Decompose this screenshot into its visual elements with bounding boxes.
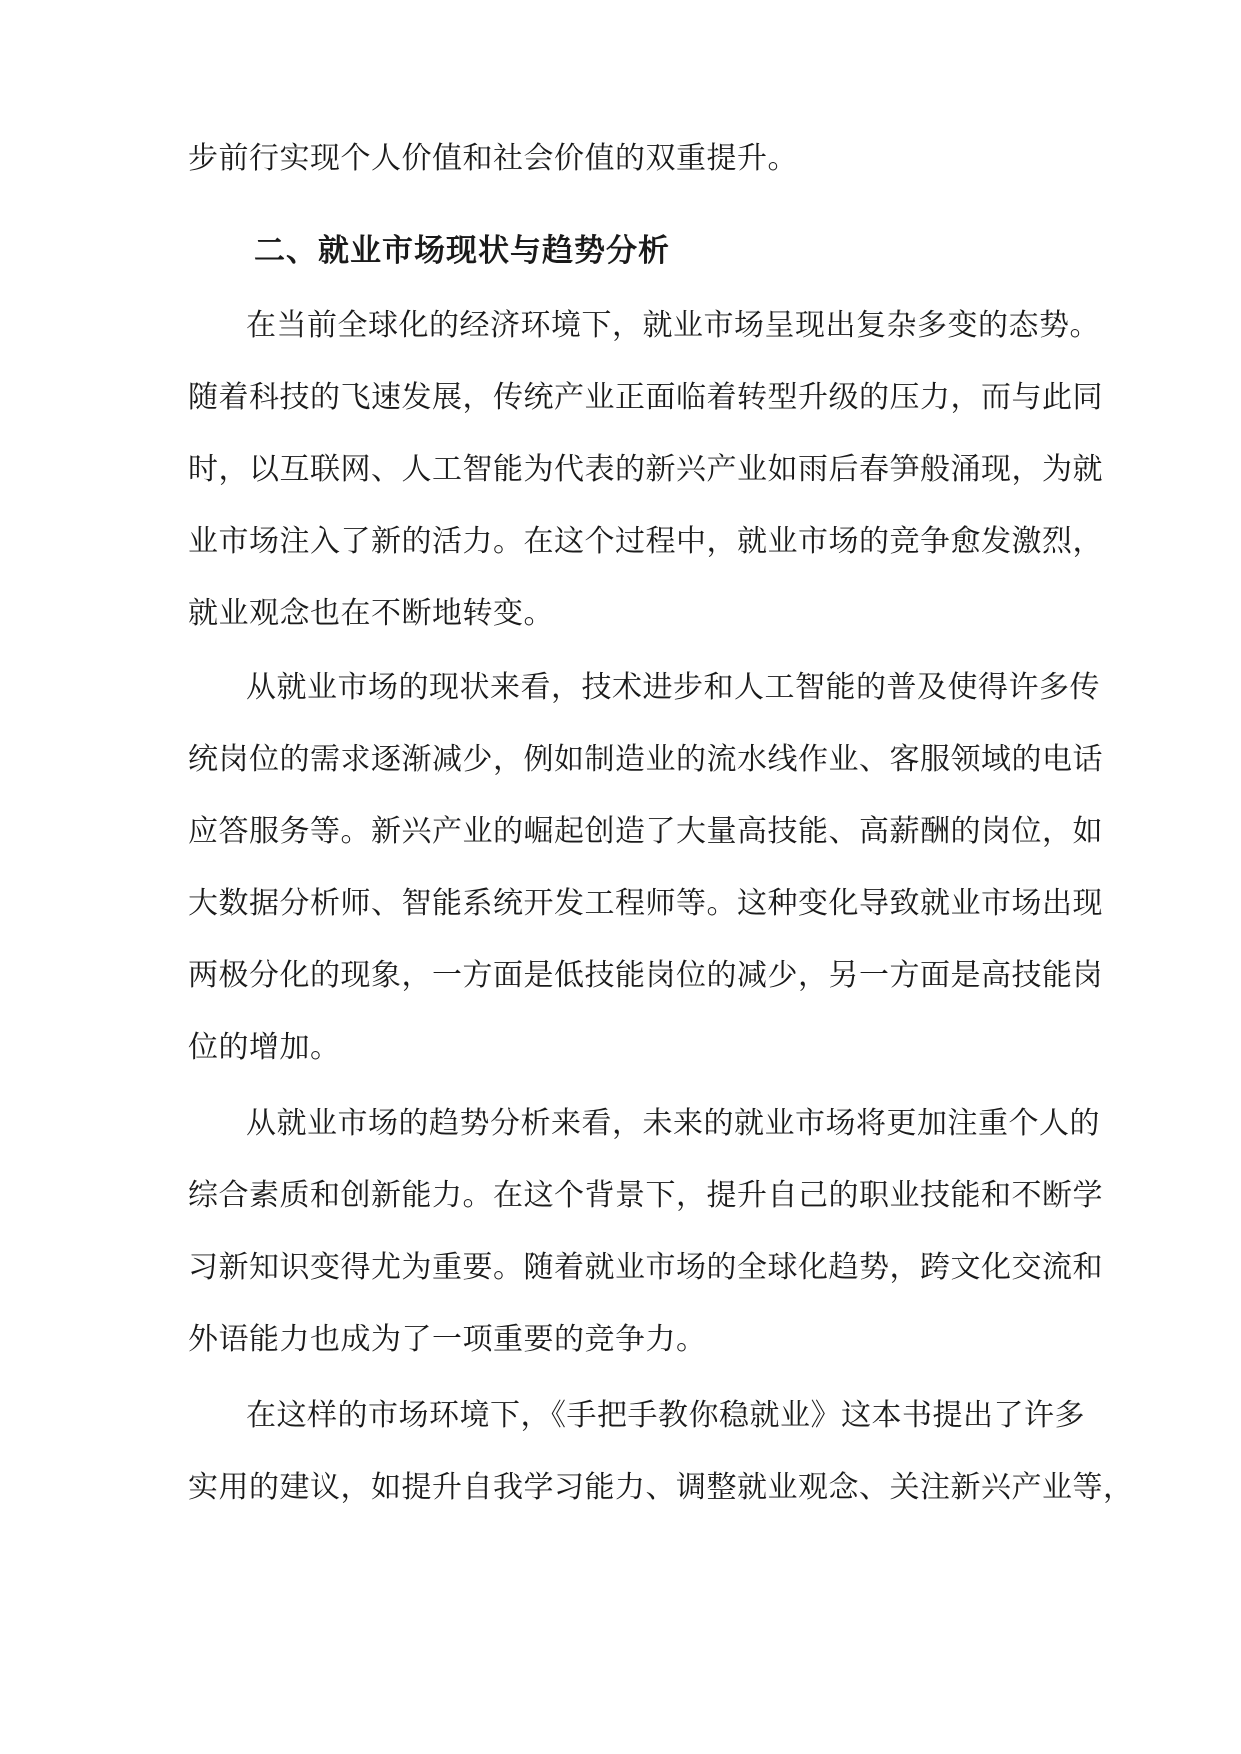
paragraph-line: 随着科技的飞速发展，传统产业正面临着转型升级的压力，而与此同 [188,380,1103,415]
paragraph-line: 业市场注入了新的活力。在这个过程中，就业市场的竞争愈发激烈， [188,524,1103,559]
paragraph-line: 就业观念也在不断地转变。 [188,596,554,631]
paragraph-line: 实用的建议，如提升自我学习能力、调整就业观念、关注新兴产业等， [188,1470,1134,1505]
paragraph-line: 应答服务等。新兴产业的崛起创造了大量高技能、高薪酬的岗位，如 [188,814,1103,849]
paragraph-line: 位的增加。 [188,1030,341,1065]
paragraph-line: 外语能力也成为了一项重要的竞争力。 [188,1322,707,1357]
section-heading: 二、就业市场现状与趋势分析 [254,233,670,269]
paragraph-line: 习新知识变得尤为重要。随着就业市场的全球化趋势，跨文化交流和 [188,1250,1103,1285]
paragraph-line: 两极分化的现象，一方面是低技能岗位的减少，另一方面是高技能岗 [188,958,1103,993]
paragraph-line: 从就业市场的趋势分析来看，未来的就业市场将更加注重个人的 [246,1106,1100,1141]
paragraph-line: 在这样的市场环境下，《手把手教你稳就业》这本书提出了许多 [246,1398,1085,1433]
paragraph-line: 从就业市场的现状来看，技术进步和人工智能的普及使得许多传 [246,670,1100,705]
paragraph-line: 综合素质和创新能力。在这个背景下，提升自己的职业技能和不断学 [188,1178,1103,1213]
paragraph-line: 统岗位的需求逐渐减少，例如制造业的流水线作业、客服领域的电话 [188,742,1103,777]
paragraph-line: 大数据分析师、智能系统开发工程师等。这种变化导致就业市场出现 [188,886,1103,921]
paragraph-line: 在当前全球化的经济环境下，就业市场呈现出复杂多变的态势。 [246,308,1100,343]
continuation-text: 步前行实现个人价值和社会价值的双重提升。 [188,141,798,176]
paragraph-line: 时，以互联网、人工智能为代表的新兴产业如雨后春笋般涌现，为就 [188,452,1103,487]
